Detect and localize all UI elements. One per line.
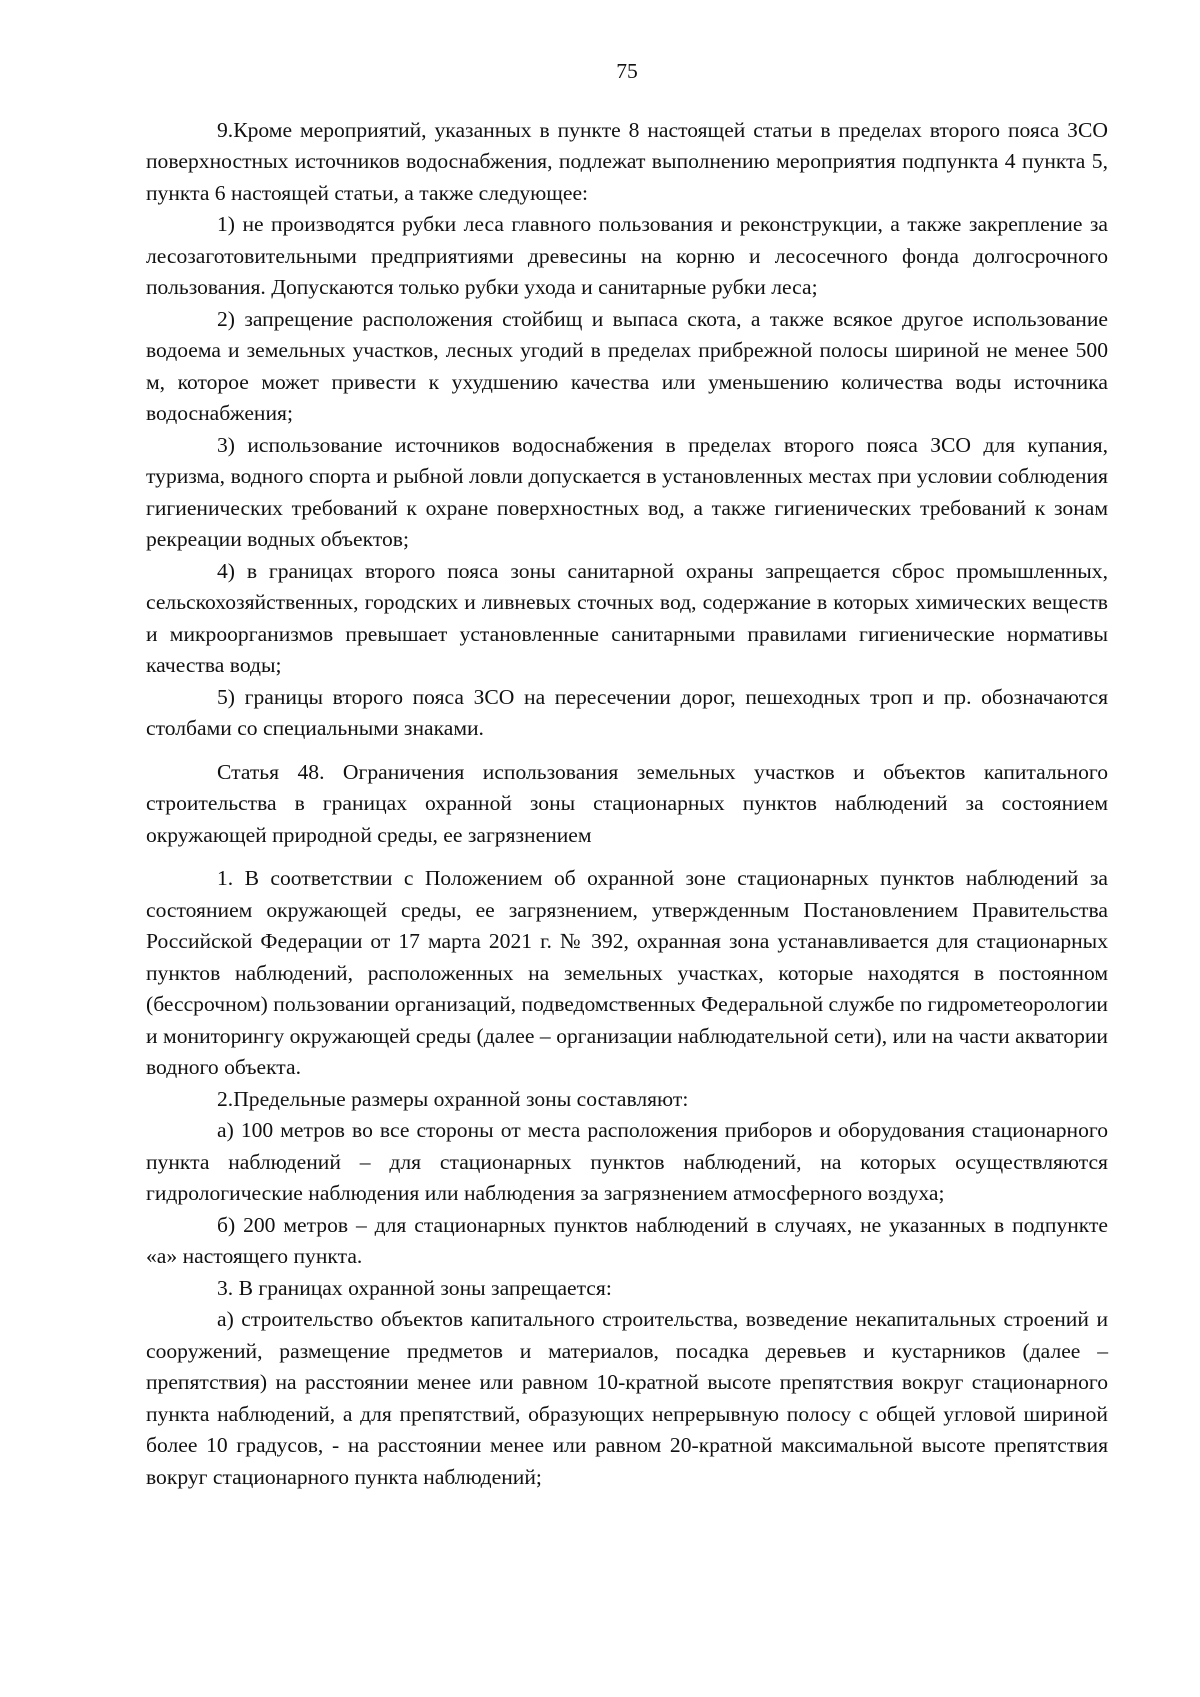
- section-9-item-4: 4) в границах второго пояса зоны санитарной охраны запрещается сброс промышленных, сельскохозяйственных, городских и ливневых сточных вод, содержание в которых химических веществ и микроорганизмов превышает установленные санитарными правилами гигиенические нормативы качества воды;: [146, 558, 1108, 677]
- section-9-intro: 9.Кроме мероприятий, указанных в пункте 8 настоящей статьи в пределах второго пояса ЗСО поверхностных источников водоснабжения, подлежат выполнению мероприятия подпункта 4 пункта 5, пункта 6 настоящей статьи, а также следующее:: [146, 117, 1108, 205]
- section-9: [146, 115, 1108, 745]
- section-9-item-1: 1) не производятся рубки леса главного пользования и реконструкции, а также закрепление за лесозаготовительными предприятиями древесины на корню и лесосечного фонда долгосрочного пользования. Допускаются только рубки ухода и санитарные рубки леса;: [146, 212, 1108, 299]
- section-9-item-3: 3) использование источников водоснабжения в пределах второго пояса ЗСО для купания, туризма, водного спорта и рыбной ловли допускается в установленных местах при условии соблюдения гигиенических требований к охране поверхностных вод, а также гигиенических требований к зонам рекреации водных объектов;: [146, 432, 1108, 551]
- article-48-paragraph-2b: б) 200 метров – для стационарных пунктов наблюдений в случаях, не указанных в подпункте «а» настоящего пункта.: [146, 1212, 1108, 1268]
- article-48: [146, 757, 1108, 1494]
- section-9-item-5: 5) границы второго пояса ЗСО на пересечении дорог, пешеходных троп и пр. обозначаются столбами со специальными знаками.: [146, 684, 1108, 740]
- section-9-item-2: 2) запрещение расположения стойбищ и выпаса скота, а также всякое другое использование водоема и земельных участков, лесных угодий в пределах прибрежной полосы шириной не менее 500 м, которое может привести к ухудшению качества или уменьшению количества воды источника водоснабжения;: [146, 306, 1108, 425]
- article-48-paragraph-3: 3. В границах охранной зоны запрещается:: [217, 1275, 612, 1300]
- article-48-heading: Статья 48. Ограничения использования земельных участков и объектов капитального строительства в границах охранной зоны стационарных пунктов наблюдений за состоянием окружающей природной среды, ее загрязнением: [146, 759, 1108, 847]
- page-number: 75: [616, 59, 638, 83]
- article-48-paragraph-2a: а) 100 метров во все стороны от места расположения приборов и оборудования стационарного пункта наблюдений – для стационарных пунктов наблюдений, на которых осуществляются гидрологические наблюдения или наблюдения за загрязнением атмосферного воздуха;: [146, 1118, 1108, 1205]
- article-48-paragraph-1: 1. В соответствии с Положением об охранной зоне стационарных пунктов наблюдений за состоянием окружающей среды, ее загрязнением, утвержденным Постановлением Правительства Российской Федерации от 17 марта 2021 г. № 392, охранная зона устанавливается для стационарных пунктов наблюдений, расположенных на земельных участках, которые находятся в постоянном (бессрочном) пользовании организаций, подведомственных Федеральной службе по гидрометеорологии и мониторингу окружающей среды (далее – организации наблюдательной сети), или на части акватории водного объекта.: [146, 866, 1108, 1079]
- article-48-paragraph-3a: а) строительство объектов капитального строительства, возведение некапитальных строений и сооружений, размещение предметов и материалов, посадка деревьев и кустарников (далее – препятствия) на расстоянии менее или равном 10-кратной высоте препятствия вокруг стационарного пункта наблюдений, а для препятствий, образующих непрерывную полосу с общей угловой шириной более 10 градусов, - на расстоянии менее или равном 20-кратной максимальной высоте препятствия вокруг стационарного пункта наблюдений;: [146, 1307, 1108, 1489]
- article-48-paragraph-2: 2.Предельные размеры охранной зоны составляют:: [217, 1086, 689, 1111]
